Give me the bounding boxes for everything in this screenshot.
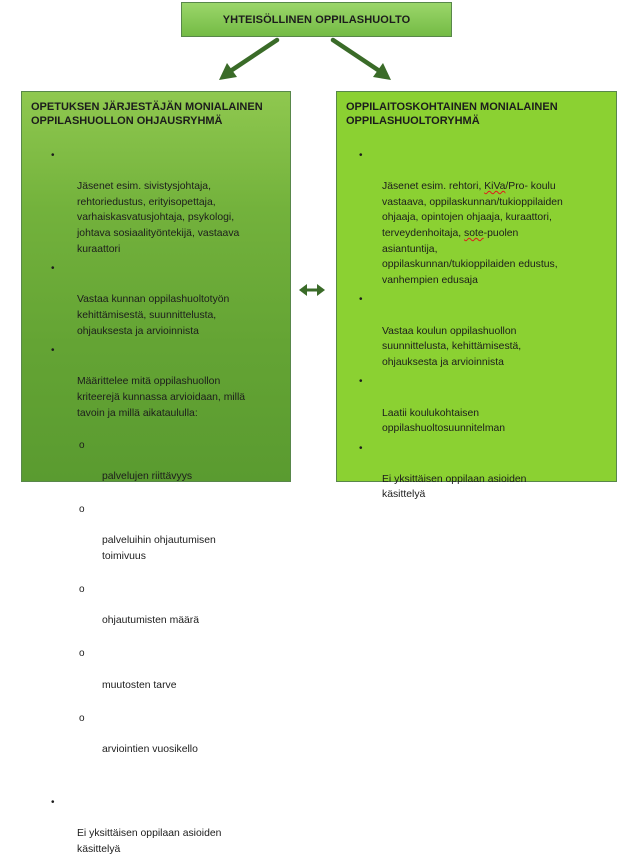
bullet-icon: •	[359, 294, 363, 306]
sub-bullet-icon: o	[79, 439, 85, 451]
sub-bullet-icon: o	[79, 584, 85, 596]
sub-list	[77, 422, 284, 775]
right-box-title: OPPILAITOSKOHTAINEN MONIALAINEN OPPILASHUOLTORYHMÄ	[346, 101, 558, 127]
sub-list-item: o ohjautumisten määrä	[79, 584, 200, 627]
double-arrow-icon	[298, 283, 326, 297]
sub-list-item: o arviointien vuosikello	[79, 712, 198, 755]
arrow-down-right-icon	[325, 36, 395, 86]
sub-list-item: o palvelujen riittävyys	[79, 439, 193, 482]
bullet-icon: •	[359, 150, 363, 161]
sub-list-item: o palveluihin ohjautumisen toimivuus	[79, 504, 216, 562]
top-box-title: YHTEISÖLLINEN OPPILASHUOLTO	[222, 13, 411, 26]
top-box	[181, 2, 452, 37]
sub-list-item: o muutosten tarve	[79, 648, 177, 691]
list-item: • Vastaa koulun oppilashuollon suunnittelusta, kehittämisestä, ohjauksesta ja arvioinnista	[359, 294, 522, 368]
sub-bullet-icon: o	[79, 504, 85, 516]
bullet-icon: •	[51, 263, 55, 275]
bullet-icon: •	[51, 796, 55, 808]
spellcheck-word: KiVa	[484, 181, 506, 193]
bullet-icon: •	[359, 442, 363, 454]
left-bullet-list	[22, 148, 290, 857]
left-box-title: OPETUKSEN JÄRJESTÄJÄN MONIALAINEN OPPILASHUOLLON OHJAUSRYHMÄ	[31, 101, 263, 127]
list-item: • Jäsenet esim. sivistysjohtaja, rehtoriedustus, erityisopettaja, varhaiskasvatusjohtaja, psykologi, johtava sosiaalityöntekijä, vastaava kuraattori	[51, 150, 240, 255]
right-box	[336, 91, 617, 501]
list-item: • Laatii koulukohtaisen oppilashuoltosuunnitelman	[359, 376, 506, 435]
list-item: • Ei yksittäisen oppilaan asioiden käsittelyä	[51, 796, 222, 855]
list-item: • Ei yksittäisen oppilaan asioiden käsittelyä	[359, 442, 527, 501]
bullet-icon: •	[359, 376, 363, 388]
list-item: • Määrittelee mitä oppilashuollon kriteerejä kunnassa arvioidaan, millä tavoin ja millä aikataululla: o palvelujen riittävyys o palveluihin ohjautumisen toimivuus o ohjautumisten määrä o muutosten tarve o arviointien vuosikello	[22, 343, 290, 791]
right-bullet-list	[337, 148, 616, 503]
spellcheck-word: sote	[464, 227, 484, 239]
sub-bullet-icon: o	[79, 712, 85, 724]
sub-bullet-icon: o	[79, 648, 85, 660]
list-item: • Jäsenet esim. rehtori, KiVa/Pro- koulu vastaava, oppilaskunnan/tukioppilaiden ohjaaja, opintojen ohjaaja, kuraattori, terveydenhoitaja, sote-puolen asiantuntija, oppilaskunnan/tukioppilaiden edustus, vanhempien edusaja	[359, 150, 563, 286]
bullet-icon: •	[51, 345, 55, 357]
list-item: • Vastaa kunnan oppilashuoltotyön kehittämisestä, suunnittelusta, ohjauksesta ja arvioinnista	[51, 263, 230, 337]
left-box	[21, 91, 291, 855]
bullet-icon: •	[51, 150, 55, 161]
arrow-down-left-icon	[215, 36, 285, 86]
